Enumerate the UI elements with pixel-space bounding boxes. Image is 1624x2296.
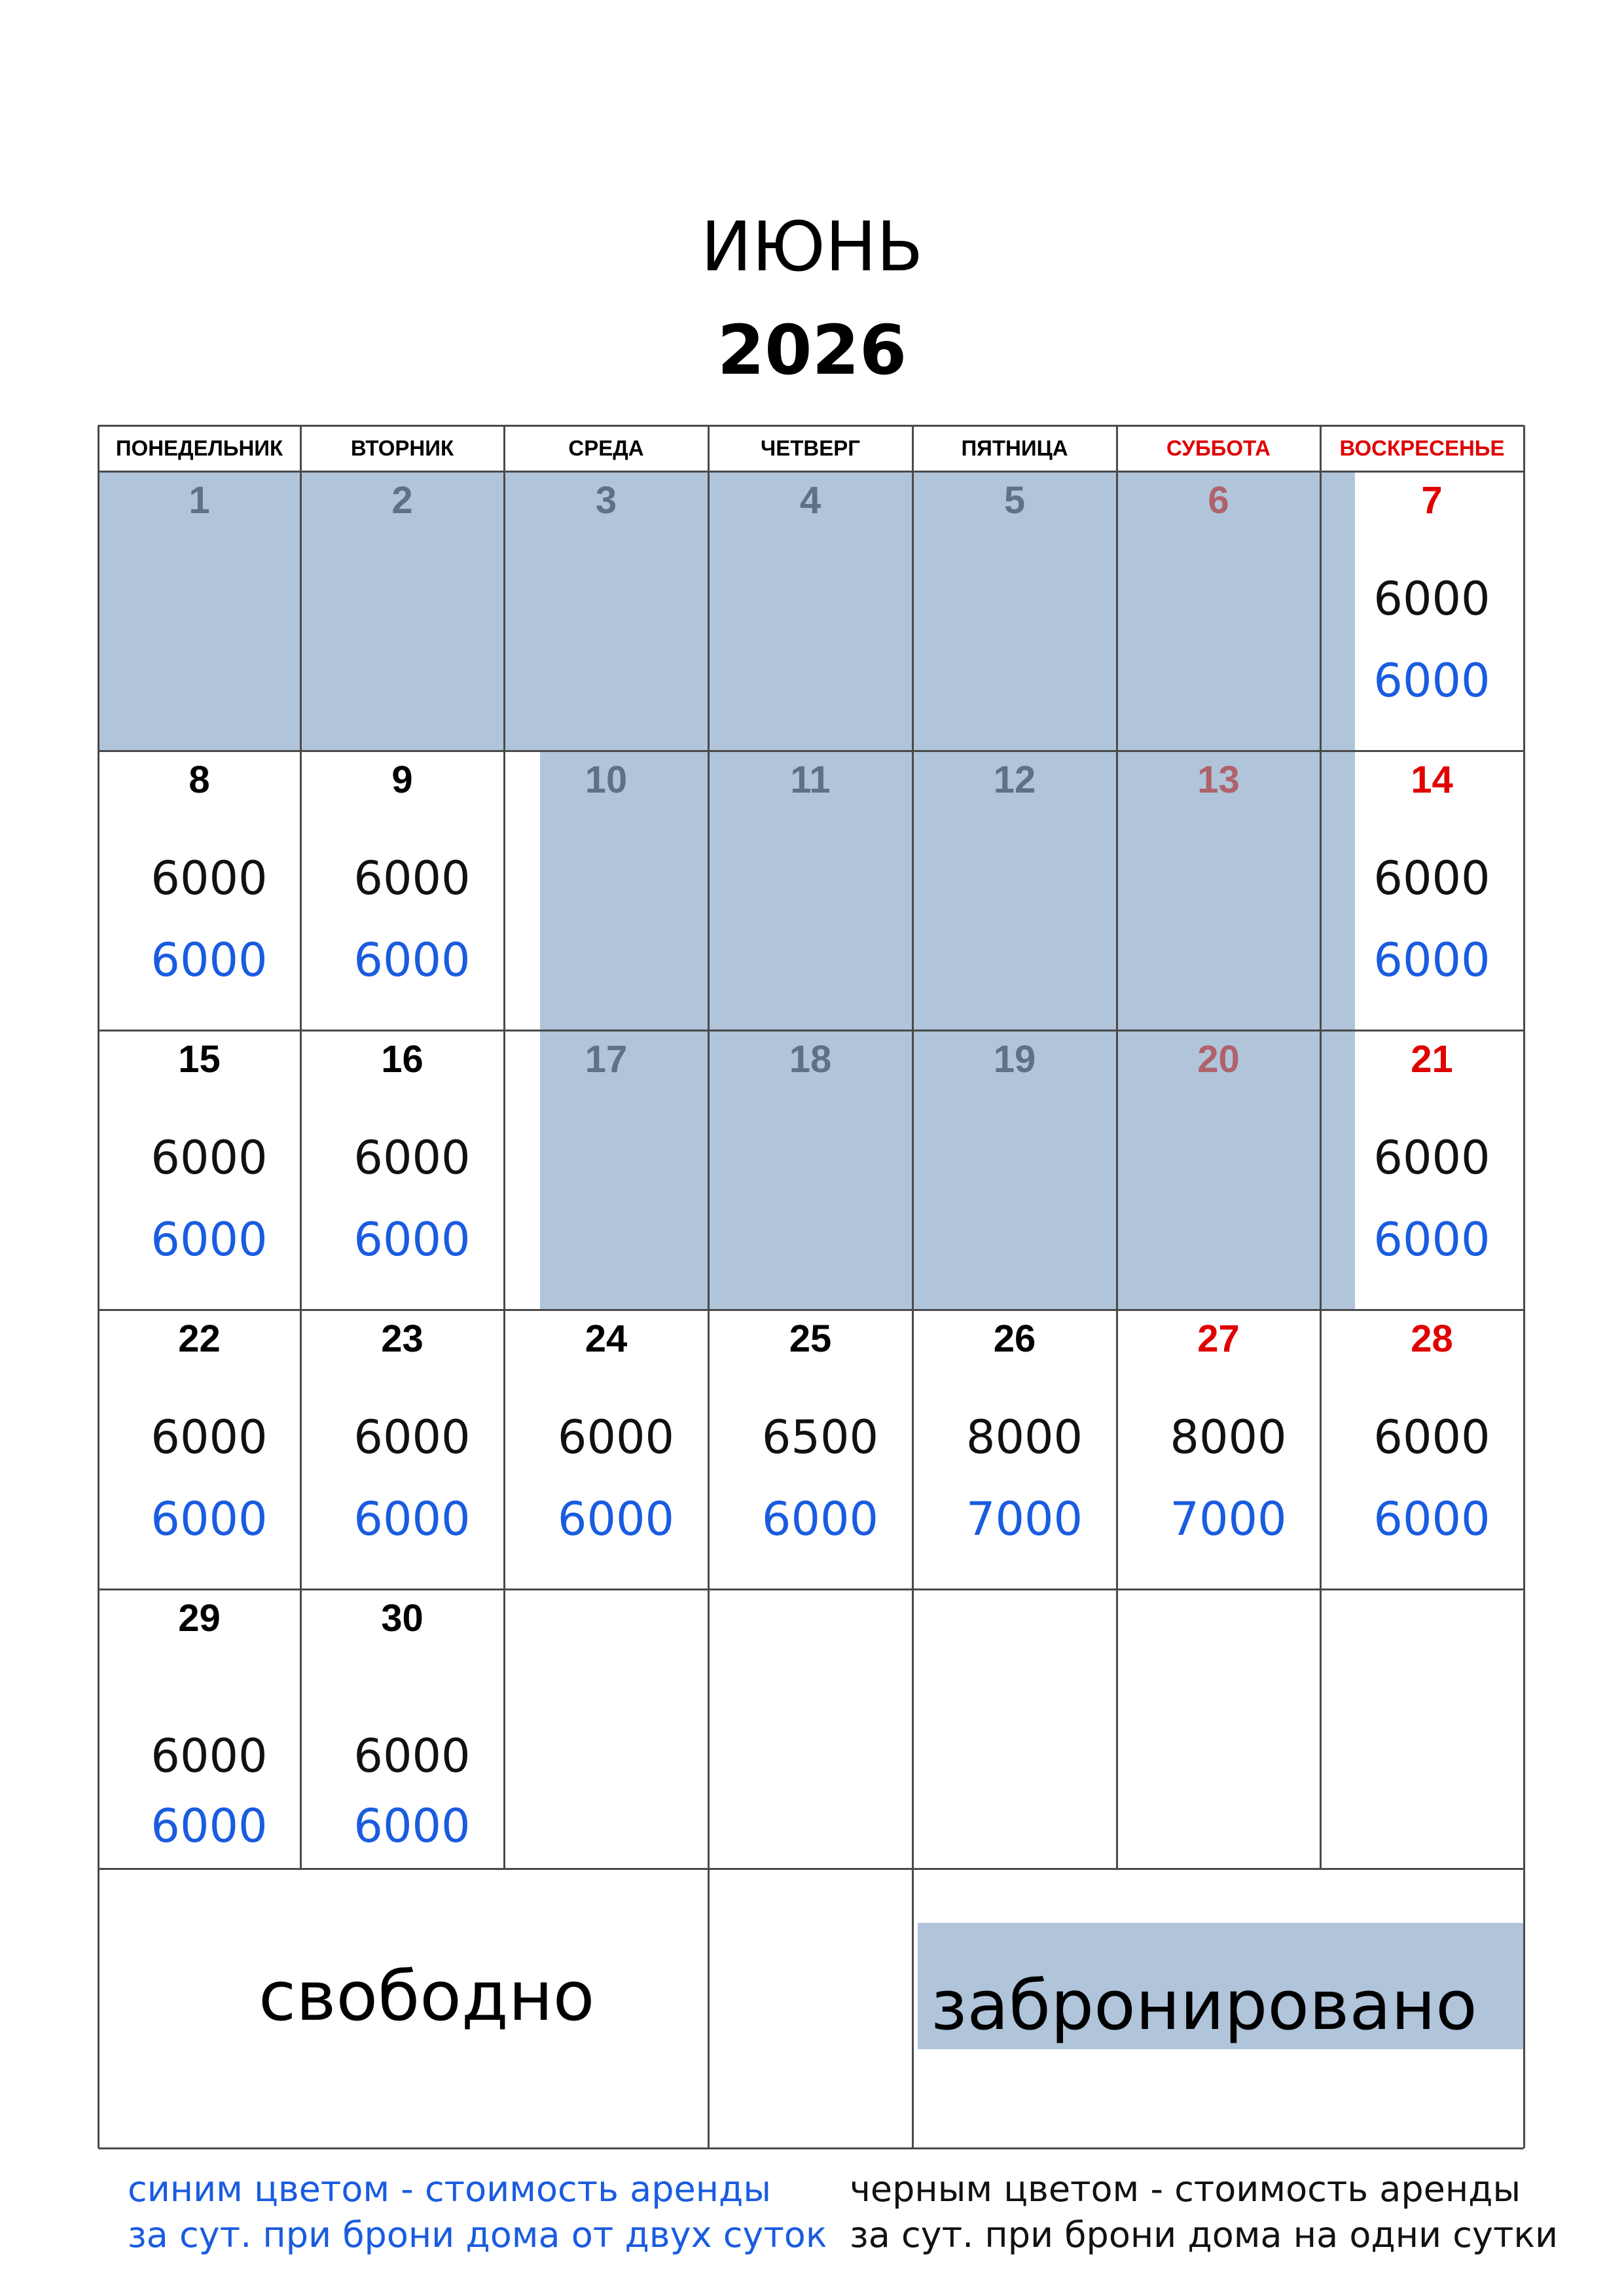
day-number: 30 <box>381 1597 424 1640</box>
price-one-day: 6000 <box>557 1410 675 1464</box>
price-two-days: 6000 <box>353 1799 471 1853</box>
price-two-days: 6000 <box>1373 1492 1490 1546</box>
price-one-day: 6000 <box>1373 852 1490 905</box>
grid-line <box>98 425 99 1869</box>
note-blue-line-1: синим цветом - стоимость аренды <box>128 2168 771 2210</box>
grid-line <box>1116 425 1118 1869</box>
day-number: 14 <box>1411 759 1453 801</box>
grid-line <box>98 1030 1524 1031</box>
price-two-days: 6000 <box>557 1492 675 1546</box>
grid-line <box>708 425 710 1869</box>
price-one-day: 6000 <box>1373 1410 1490 1464</box>
price-two-days: 6000 <box>151 933 268 987</box>
weekday-header: ВОСКРЕСЕНЬЕ <box>1339 436 1505 460</box>
grid-line <box>98 1868 1524 1870</box>
legend-free-label: свободно <box>259 1956 595 2036</box>
price-two-days: 6000 <box>1373 654 1490 708</box>
price-two-days: 6000 <box>761 1492 879 1546</box>
day-number: 3 <box>595 479 617 522</box>
price-one-day: 6000 <box>151 1131 268 1185</box>
grid-line <box>98 471 1524 473</box>
grid-line <box>98 425 1524 427</box>
day-number: 4 <box>799 479 821 522</box>
day-number: 22 <box>178 1318 221 1360</box>
day-number: 24 <box>585 1318 628 1360</box>
day-number: 29 <box>178 1597 221 1640</box>
grid-line <box>708 1869 710 2148</box>
price-two-days: 6000 <box>353 1492 471 1546</box>
price-two-days: 7000 <box>965 1492 1083 1546</box>
grid-line <box>98 2147 1524 2149</box>
price-two-days: 7000 <box>1170 1492 1287 1546</box>
note-black-line-2: за сут. при брони дома на одни сутки <box>850 2214 1559 2255</box>
grid-line <box>912 425 914 1869</box>
day-number: 20 <box>1197 1038 1240 1081</box>
day-number: 8 <box>189 759 210 801</box>
grid-line <box>1523 425 1525 1869</box>
day-number: 6 <box>1208 479 1229 522</box>
price-one-day: 6000 <box>353 852 471 905</box>
price-one-day: 6000 <box>151 852 268 905</box>
price-two-days: 6000 <box>151 1213 268 1266</box>
day-number: 1 <box>189 479 210 522</box>
grid-line <box>503 425 505 1869</box>
weekday-header: ПОНЕДЕЛЬНИК <box>115 436 283 460</box>
price-one-day: 6000 <box>151 1729 268 1783</box>
day-number: 9 <box>391 759 413 801</box>
weekday-header: СРЕДА <box>568 436 644 460</box>
price-one-day: 6000 <box>1373 572 1490 626</box>
day-number: 26 <box>993 1318 1036 1360</box>
price-one-day: 8000 <box>1170 1410 1287 1464</box>
day-number: 13 <box>1197 759 1240 801</box>
grid-line <box>98 1588 1524 1590</box>
page-title-month: ИЮНЬ <box>700 207 924 287</box>
weekday-header: СУББОТА <box>1166 436 1271 460</box>
note-black-line-1: черным цветом - стоимость аренды <box>850 2168 1521 2210</box>
grid-line <box>1523 1869 1525 2148</box>
day-number: 15 <box>178 1038 221 1081</box>
day-number: 23 <box>381 1318 424 1360</box>
day-number: 16 <box>381 1038 424 1081</box>
grid-line <box>98 750 1524 752</box>
price-one-day: 8000 <box>965 1410 1083 1464</box>
price-two-days: 6000 <box>1373 933 1490 987</box>
price-two-days: 6000 <box>151 1492 268 1546</box>
price-one-day: 6500 <box>761 1410 879 1464</box>
price-one-day: 6000 <box>353 1410 471 1464</box>
price-one-day: 6000 <box>1373 1131 1490 1185</box>
grid-line <box>912 1869 914 2148</box>
price-one-day: 6000 <box>151 1410 268 1464</box>
price-one-day: 6000 <box>353 1729 471 1783</box>
day-number: 18 <box>789 1038 832 1081</box>
grid-line <box>98 1309 1524 1311</box>
price-two-days: 6000 <box>353 1213 471 1266</box>
grid-line <box>300 425 302 1869</box>
day-number: 5 <box>1003 479 1026 522</box>
weekday-header: ПЯТНИЦА <box>961 436 1068 460</box>
weekday-header: ЧЕТВЕРГ <box>761 436 860 460</box>
day-number: 12 <box>993 759 1036 801</box>
grid-line <box>98 1869 99 2148</box>
day-number: 19 <box>993 1038 1036 1081</box>
grid-line <box>1320 425 1322 1869</box>
legend-booked-label: забронировано <box>931 1965 1477 2045</box>
day-number: 17 <box>585 1038 628 1081</box>
day-number: 28 <box>1411 1318 1453 1360</box>
day-number: 2 <box>391 479 413 522</box>
price-two-days: 6000 <box>353 933 471 987</box>
price-two-days: 6000 <box>151 1799 268 1853</box>
day-number: 21 <box>1411 1038 1453 1081</box>
weekday-header: ВТОРНИК <box>350 436 454 460</box>
price-one-day: 6000 <box>353 1131 471 1185</box>
price-two-days: 6000 <box>1373 1213 1490 1266</box>
page-title-year: 2026 <box>717 310 907 390</box>
day-number: 7 <box>1421 479 1443 522</box>
day-number: 10 <box>585 759 628 801</box>
day-number: 27 <box>1197 1318 1240 1360</box>
day-number: 25 <box>789 1318 832 1360</box>
note-blue-line-2: за сут. при брони дома от двух суток <box>128 2214 827 2255</box>
day-number: 11 <box>790 759 831 801</box>
